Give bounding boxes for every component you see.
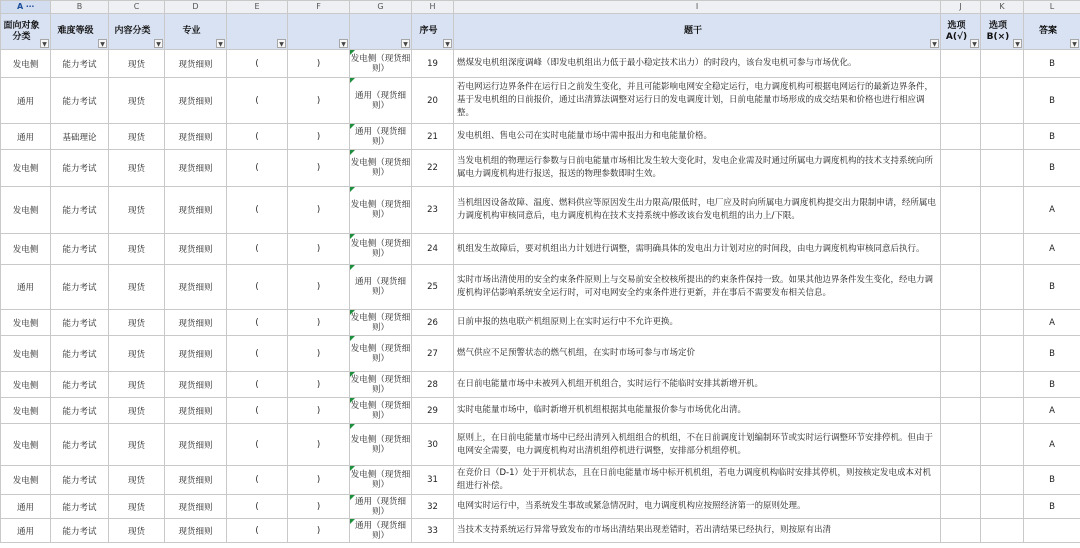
cell-col-f[interactable]: ) [288, 466, 350, 495]
cell-option-a[interactable] [941, 398, 981, 424]
cell-option-a[interactable] [941, 336, 981, 372]
header-col-g[interactable] [350, 14, 412, 50]
table-row[interactable] [1, 78, 1080, 124]
cell-col-g[interactable]: 发电侧（现货细则） [350, 310, 412, 336]
cell-content-category[interactable]: 现货 [109, 78, 165, 124]
cell-answer[interactable]: A [1024, 424, 1080, 466]
chevron-down-icon[interactable]: ▼ [970, 39, 979, 48]
cell-col-f[interactable]: ) [288, 50, 350, 78]
header-object-category[interactable]: 面向对象分类 ▼ [1, 14, 51, 50]
cell-option-a[interactable] [941, 519, 981, 543]
cell-seq[interactable]: 28 [412, 372, 454, 398]
cell-difficulty[interactable]: 基础理论 [51, 124, 109, 150]
cell-seq[interactable]: 27 [412, 336, 454, 372]
cell-difficulty[interactable]: 能力考试 [51, 50, 109, 78]
cell-difficulty[interactable]: 能力考试 [51, 372, 109, 398]
cell-option-b[interactable] [981, 234, 1024, 265]
table-row[interactable] [1, 372, 1080, 398]
cell-difficulty[interactable]: 能力考试 [51, 78, 109, 124]
table-row[interactable] [1, 398, 1080, 424]
chevron-down-icon[interactable]: ▼ [40, 39, 49, 48]
cell-col-f[interactable]: ) [288, 398, 350, 424]
header-question[interactable]: 题干 ▼ [454, 14, 941, 50]
column-letter-b[interactable]: B [51, 1, 109, 14]
header-specialty[interactable]: 专业 ▼ [165, 14, 227, 50]
column-letters-row [1, 1, 1080, 14]
cell-content-category[interactable]: 现货 [109, 50, 165, 78]
cell-object-category[interactable]: 通用 [1, 519, 51, 543]
cell-answer[interactable]: B [1024, 265, 1080, 310]
cell-difficulty[interactable]: 能力考试 [51, 398, 109, 424]
header-seq[interactable]: 序号 ▼ [412, 14, 454, 50]
cell-answer[interactable]: B [1024, 78, 1080, 124]
cell-col-e[interactable]: ( [227, 150, 288, 187]
cell-content-category[interactable]: 现货 [109, 234, 165, 265]
cell-col-g[interactable]: 发电侧（现货细则） [350, 50, 412, 78]
cell-question[interactable]: 当技术支持系统运行异常导致发布的市场出清结果出现差错时，若出清结果已经执行，则按原有出清 [454, 519, 941, 543]
cell-question[interactable]: 发电机组、售电公司在实时电能量市场中需申报出力和电能量价格。 [454, 124, 941, 150]
cell-option-b[interactable] [981, 424, 1024, 466]
cell-col-f[interactable]: ) [288, 519, 350, 543]
cell-specialty[interactable]: 现货细则 [165, 50, 227, 78]
cell-col-f[interactable]: ) [288, 234, 350, 265]
chevron-down-icon[interactable]: ▼ [339, 39, 348, 48]
cell-specialty[interactable]: 现货细则 [165, 78, 227, 124]
cell-col-f[interactable]: ) [288, 265, 350, 310]
cell-seq[interactable]: 33 [412, 519, 454, 543]
cell-object-category[interactable]: 通用 [1, 78, 51, 124]
header-difficulty[interactable]: 难度等级 ▼ [51, 14, 109, 50]
cell-option-b[interactable] [981, 150, 1024, 187]
cell-question[interactable]: 在竞价日（D-1）处于开机状态，且在日前电能量市场中标开机机组，若电力调度机构临时安排其停机，则按核定发电成本对机组进行补偿。 [454, 466, 941, 495]
cell-seq[interactable]: 29 [412, 398, 454, 424]
cell-answer[interactable]: A [1024, 187, 1080, 234]
column-letter-e[interactable]: E [227, 1, 288, 14]
cell-col-f[interactable]: ) [288, 124, 350, 150]
cell-col-g[interactable]: 通用（现货细则） [350, 265, 412, 310]
cell-col-e[interactable]: ( [227, 310, 288, 336]
chevron-down-icon[interactable]: ▼ [154, 39, 163, 48]
cell-content-category[interactable]: 现货 [109, 466, 165, 495]
cell-seq[interactable]: 21 [412, 124, 454, 150]
header-option-a[interactable]: 选项A(√) ▼ [941, 14, 981, 50]
cell-col-g[interactable]: 发电侧（现货细则） [350, 150, 412, 187]
cell-col-g[interactable]: 通用（现货细则） [350, 124, 412, 150]
cell-col-f[interactable]: ) [288, 372, 350, 398]
cell-answer[interactable]: A [1024, 310, 1080, 336]
chevron-down-icon[interactable]: ▼ [443, 39, 452, 48]
header-col-e[interactable] [227, 14, 288, 50]
cell-object-category[interactable]: 发电侧 [1, 466, 51, 495]
table-row[interactable] [1, 310, 1080, 336]
cell-question[interactable]: 机组发生故障后，要对机组出力计划进行调整，需明确具体的发电出力计划对应的时间段，由电力调度机构审核同意后执行。 [454, 234, 941, 265]
cell-option-b[interactable] [981, 519, 1024, 543]
table-row[interactable] [1, 50, 1080, 78]
cell-difficulty[interactable]: 能力考试 [51, 265, 109, 310]
cell-seq[interactable]: 20 [412, 78, 454, 124]
table-row[interactable] [1, 187, 1080, 234]
cell-col-e[interactable]: ( [227, 234, 288, 265]
chevron-down-icon[interactable]: ▼ [401, 39, 410, 48]
cell-option-b[interactable] [981, 265, 1024, 310]
cell-col-g[interactable]: 发电侧（现货细则） [350, 466, 412, 495]
cell-option-a[interactable] [941, 124, 981, 150]
cell-col-g[interactable]: 通用（现货细则） [350, 78, 412, 124]
chevron-down-icon[interactable]: ▼ [98, 39, 107, 48]
cell-option-b[interactable] [981, 495, 1024, 519]
cell-option-b[interactable] [981, 336, 1024, 372]
cell-content-category[interactable]: 现货 [109, 150, 165, 187]
table-row[interactable] [1, 336, 1080, 372]
chevron-down-icon[interactable]: ▼ [930, 39, 939, 48]
cell-col-e[interactable]: ( [227, 336, 288, 372]
cell-question[interactable]: 实时市场出清使用的安全约束条件原则上与交易前安全校核所提出的约束条件保持一致。如果其他边界条件发生变化，经电力调度机构评估影响系统安全运行时，可对电网安全约束条件进行更新，并在事后不需要发布相关信息。 [454, 265, 941, 310]
cell-col-f[interactable]: ) [288, 336, 350, 372]
cell-col-e[interactable]: ( [227, 78, 288, 124]
column-letter-c[interactable]: C [109, 1, 165, 14]
cell-object-category[interactable]: 发电侧 [1, 150, 51, 187]
cell-col-g[interactable]: 通用（现货细则） [350, 519, 412, 543]
chevron-down-icon[interactable]: ▼ [1070, 39, 1079, 48]
table-row[interactable] [1, 424, 1080, 466]
cell-answer[interactable]: A [1024, 234, 1080, 265]
cell-content-category[interactable]: 现货 [109, 336, 165, 372]
cell-seq[interactable]: 32 [412, 495, 454, 519]
cell-question[interactable]: 当发电机组的物理运行参数与日前电能量市场相比发生较大变化时，发电企业需及时通过所属电力调度机构的技术支持系统向所属电力调度机构进行报送，报送的物理参数即时生效。 [454, 150, 941, 187]
cell-question[interactable]: 实时电能量市场中，临时新增开机机组根据其电能量报价参与市场优化出清。 [454, 398, 941, 424]
cell-question[interactable]: 在日前电能量市场中未被列入机组开机组合，实时运行不能临时安排其新增开机。 [454, 372, 941, 398]
cell-option-b[interactable] [981, 310, 1024, 336]
cell-answer[interactable]: B [1024, 466, 1080, 495]
cell-option-a[interactable] [941, 265, 981, 310]
cell-answer[interactable]: B [1024, 124, 1080, 150]
cell-col-f[interactable]: ) [288, 310, 350, 336]
cell-col-e[interactable]: ( [227, 124, 288, 150]
cell-option-a[interactable] [941, 78, 981, 124]
cell-col-f[interactable]: ) [288, 187, 350, 234]
header-col-f[interactable] [288, 14, 350, 50]
cell-object-category[interactable]: 发电侧 [1, 310, 51, 336]
header-content-category[interactable]: 内容分类 ▼ [109, 14, 165, 50]
header-option-b[interactable]: 选项B(×) ▼ [981, 14, 1024, 50]
cell-option-a[interactable] [941, 50, 981, 78]
cell-content-category[interactable]: 现货 [109, 124, 165, 150]
cell-difficulty[interactable]: 能力考试 [51, 424, 109, 466]
cell-difficulty[interactable]: 能力考试 [51, 234, 109, 265]
cell-option-b[interactable] [981, 124, 1024, 150]
chevron-down-icon[interactable]: ▼ [277, 39, 286, 48]
cell-answer[interactable]: B [1024, 495, 1080, 519]
cell-object-category[interactable]: 发电侧 [1, 336, 51, 372]
cell-seq[interactable]: 26 [412, 310, 454, 336]
table-row[interactable] [1, 124, 1080, 150]
cell-object-category[interactable]: 发电侧 [1, 372, 51, 398]
cell-question[interactable]: 若电网运行边界条件在运行日之前发生变化，并且可能影响电网安全稳定运行，电力调度机构可根据电网运行的最新边界条件，基于发电机组的日前报价，通过出清算法调整对运行日的发电调度计划，日前电能量市场形成的成交结果和价格也进行相应调整。 [454, 78, 941, 124]
cell-object-category[interactable]: 通用 [1, 265, 51, 310]
cell-content-category[interactable]: 现货 [109, 424, 165, 466]
cell-question[interactable]: 原则上，在日前电能量市场中已经出清列入机组组合的机组，不在日前调度计划编制环节或实时运行调整环节安排停机。但由于电网安全需要，电力调度机构对出清机组停机进行调整，安排部分机组停机。 [454, 424, 941, 466]
cell-difficulty[interactable]: 能力考试 [51, 466, 109, 495]
cell-difficulty[interactable]: 能力考试 [51, 310, 109, 336]
cell-option-a[interactable] [941, 372, 981, 398]
column-letter-a[interactable]: A ⋯ [1, 1, 51, 14]
cell-difficulty[interactable]: 能力考试 [51, 519, 109, 543]
cell-difficulty[interactable]: 能力考试 [51, 150, 109, 187]
column-letter-k[interactable]: K [981, 1, 1024, 14]
cell-option-a[interactable] [941, 424, 981, 466]
cell-answer[interactable]: B [1024, 50, 1080, 78]
cell-specialty[interactable]: 现货细则 [165, 265, 227, 310]
column-letter-d[interactable]: D [165, 1, 227, 14]
cell-question[interactable]: 日前申报的热电联产机组原则上在实时运行中不允许更换。 [454, 310, 941, 336]
cell-col-f[interactable]: ) [288, 150, 350, 187]
cell-object-category[interactable]: 发电侧 [1, 50, 51, 78]
table-row[interactable] [1, 150, 1080, 187]
cell-option-b[interactable] [981, 50, 1024, 78]
cell-col-e[interactable]: ( [227, 50, 288, 78]
cell-col-e[interactable]: ( [227, 424, 288, 466]
chevron-down-icon[interactable]: ▼ [1013, 39, 1022, 48]
cell-specialty[interactable]: 现货细则 [165, 398, 227, 424]
cell-content-category[interactable]: 现货 [109, 495, 165, 519]
table-row[interactable] [1, 265, 1080, 310]
cell-option-a[interactable] [941, 150, 981, 187]
cell-seq[interactable]: 25 [412, 265, 454, 310]
cell-col-e[interactable]: ( [227, 265, 288, 310]
header-answer[interactable]: 答案 ▼ [1024, 14, 1080, 50]
cell-question[interactable]: 当机组因设备故障、温度、燃料供应等原因发生出力限高/限低时，电厂应及时向所属电力调度机构提交出力限制申请，经所属电力调度机构审核同意后，电力调度机构在技术支持系统中修改该台发电机组的出力上/下限。 [454, 187, 941, 234]
cell-object-category[interactable]: 发电侧 [1, 234, 51, 265]
cell-specialty[interactable]: 现货细则 [165, 310, 227, 336]
column-letter-l[interactable]: L [1024, 1, 1080, 14]
cell-specialty[interactable]: 现货细则 [165, 424, 227, 466]
cell-answer[interactable] [1024, 519, 1080, 543]
cell-specialty[interactable]: 现货细则 [165, 150, 227, 187]
table-row[interactable] [1, 495, 1080, 519]
cell-specialty[interactable]: 现货细则 [165, 495, 227, 519]
cell-content-category[interactable]: 现货 [109, 265, 165, 310]
cell-col-g[interactable]: 发电侧（现货细则） [350, 372, 412, 398]
cell-object-category[interactable]: 发电侧 [1, 424, 51, 466]
cell-option-b[interactable] [981, 187, 1024, 234]
cell-content-category[interactable]: 现货 [109, 519, 165, 543]
cell-answer[interactable]: A [1024, 398, 1080, 424]
cell-option-b[interactable] [981, 372, 1024, 398]
cell-question[interactable]: 燃煤发电机组深度调峰（即发电机组出力低于最小稳定技术出力）的时段内，该台发电机可参与市场优化。 [454, 50, 941, 78]
cell-seq[interactable]: 30 [412, 424, 454, 466]
cell-option-a[interactable] [941, 187, 981, 234]
cell-col-f[interactable]: ) [288, 495, 350, 519]
chevron-down-icon[interactable]: ▼ [216, 39, 225, 48]
table-row[interactable] [1, 234, 1080, 265]
cell-col-e[interactable]: ( [227, 466, 288, 495]
cell-specialty[interactable]: 现货细则 [165, 124, 227, 150]
column-letter-g[interactable]: G [350, 1, 412, 14]
cell-question[interactable]: 燃气供应不足预警状态的燃气机组，在实时市场可参与市场定价 [454, 336, 941, 372]
cell-specialty[interactable]: 现货细则 [165, 372, 227, 398]
cell-col-e[interactable]: ( [227, 398, 288, 424]
cell-seq[interactable]: 23 [412, 187, 454, 234]
cell-col-g[interactable]: 发电侧（现货细则） [350, 234, 412, 265]
cell-object-category[interactable]: 发电侧 [1, 398, 51, 424]
cell-col-f[interactable]: ) [288, 78, 350, 124]
cell-option-a[interactable] [941, 466, 981, 495]
cell-seq[interactable]: 31 [412, 466, 454, 495]
cell-col-f[interactable]: ) [288, 424, 350, 466]
cell-question[interactable]: 电网实时运行中，当系统发生事故或紧急情况时，电力调度机构应按照经济第一的原则处理。 [454, 495, 941, 519]
cell-col-e[interactable]: ( [227, 495, 288, 519]
column-letter-j[interactable]: J [941, 1, 981, 14]
cell-specialty[interactable]: 现货细则 [165, 336, 227, 372]
cell-col-g[interactable]: 发电侧（现货细则） [350, 424, 412, 466]
header-row [1, 14, 1080, 50]
cell-col-g[interactable]: 发电侧（现货细则） [350, 187, 412, 234]
cell-answer[interactable]: B [1024, 372, 1080, 398]
cell-option-a[interactable] [941, 234, 981, 265]
column-letter-i[interactable]: I [454, 1, 941, 14]
cell-col-e[interactable]: ( [227, 519, 288, 543]
cell-content-category[interactable]: 现货 [109, 310, 165, 336]
cell-option-b[interactable] [981, 398, 1024, 424]
cell-option-b[interactable] [981, 78, 1024, 124]
column-letter-f[interactable]: F [288, 1, 350, 14]
cell-difficulty[interactable]: 能力考试 [51, 336, 109, 372]
cell-answer[interactable]: B [1024, 150, 1080, 187]
cell-option-b[interactable] [981, 466, 1024, 495]
cell-object-category[interactable]: 通用 [1, 495, 51, 519]
cell-answer[interactable]: B [1024, 336, 1080, 372]
cell-seq[interactable]: 24 [412, 234, 454, 265]
column-letter-h[interactable]: H [412, 1, 454, 14]
cell-object-category[interactable]: 发电侧 [1, 187, 51, 234]
cell-specialty[interactable]: 现货细则 [165, 466, 227, 495]
cell-difficulty[interactable]: 能力考试 [51, 187, 109, 234]
cell-content-category[interactable]: 现货 [109, 398, 165, 424]
cell-option-a[interactable] [941, 495, 981, 519]
cell-object-category[interactable]: 通用 [1, 124, 51, 150]
cell-col-g[interactable]: 通用（现货细则） [350, 495, 412, 519]
cell-seq[interactable]: 19 [412, 50, 454, 78]
cell-specialty[interactable]: 现货细则 [165, 234, 227, 265]
cell-option-a[interactable] [941, 310, 981, 336]
cell-content-category[interactable]: 现货 [109, 187, 165, 234]
table-row[interactable] [1, 466, 1080, 495]
table-row[interactable] [1, 519, 1080, 543]
cell-content-category[interactable]: 现货 [109, 372, 165, 398]
cell-seq[interactable]: 22 [412, 150, 454, 187]
cell-col-e[interactable]: ( [227, 372, 288, 398]
cell-col-e[interactable]: ( [227, 187, 288, 234]
cell-difficulty[interactable]: 能力考试 [51, 495, 109, 519]
cell-specialty[interactable]: 现货细则 [165, 519, 227, 543]
cell-col-g[interactable]: 发电侧（现货细则） [350, 398, 412, 424]
cell-col-g[interactable]: 发电侧（现货细则） [350, 336, 412, 372]
cell-specialty[interactable]: 现货细则 [165, 187, 227, 234]
